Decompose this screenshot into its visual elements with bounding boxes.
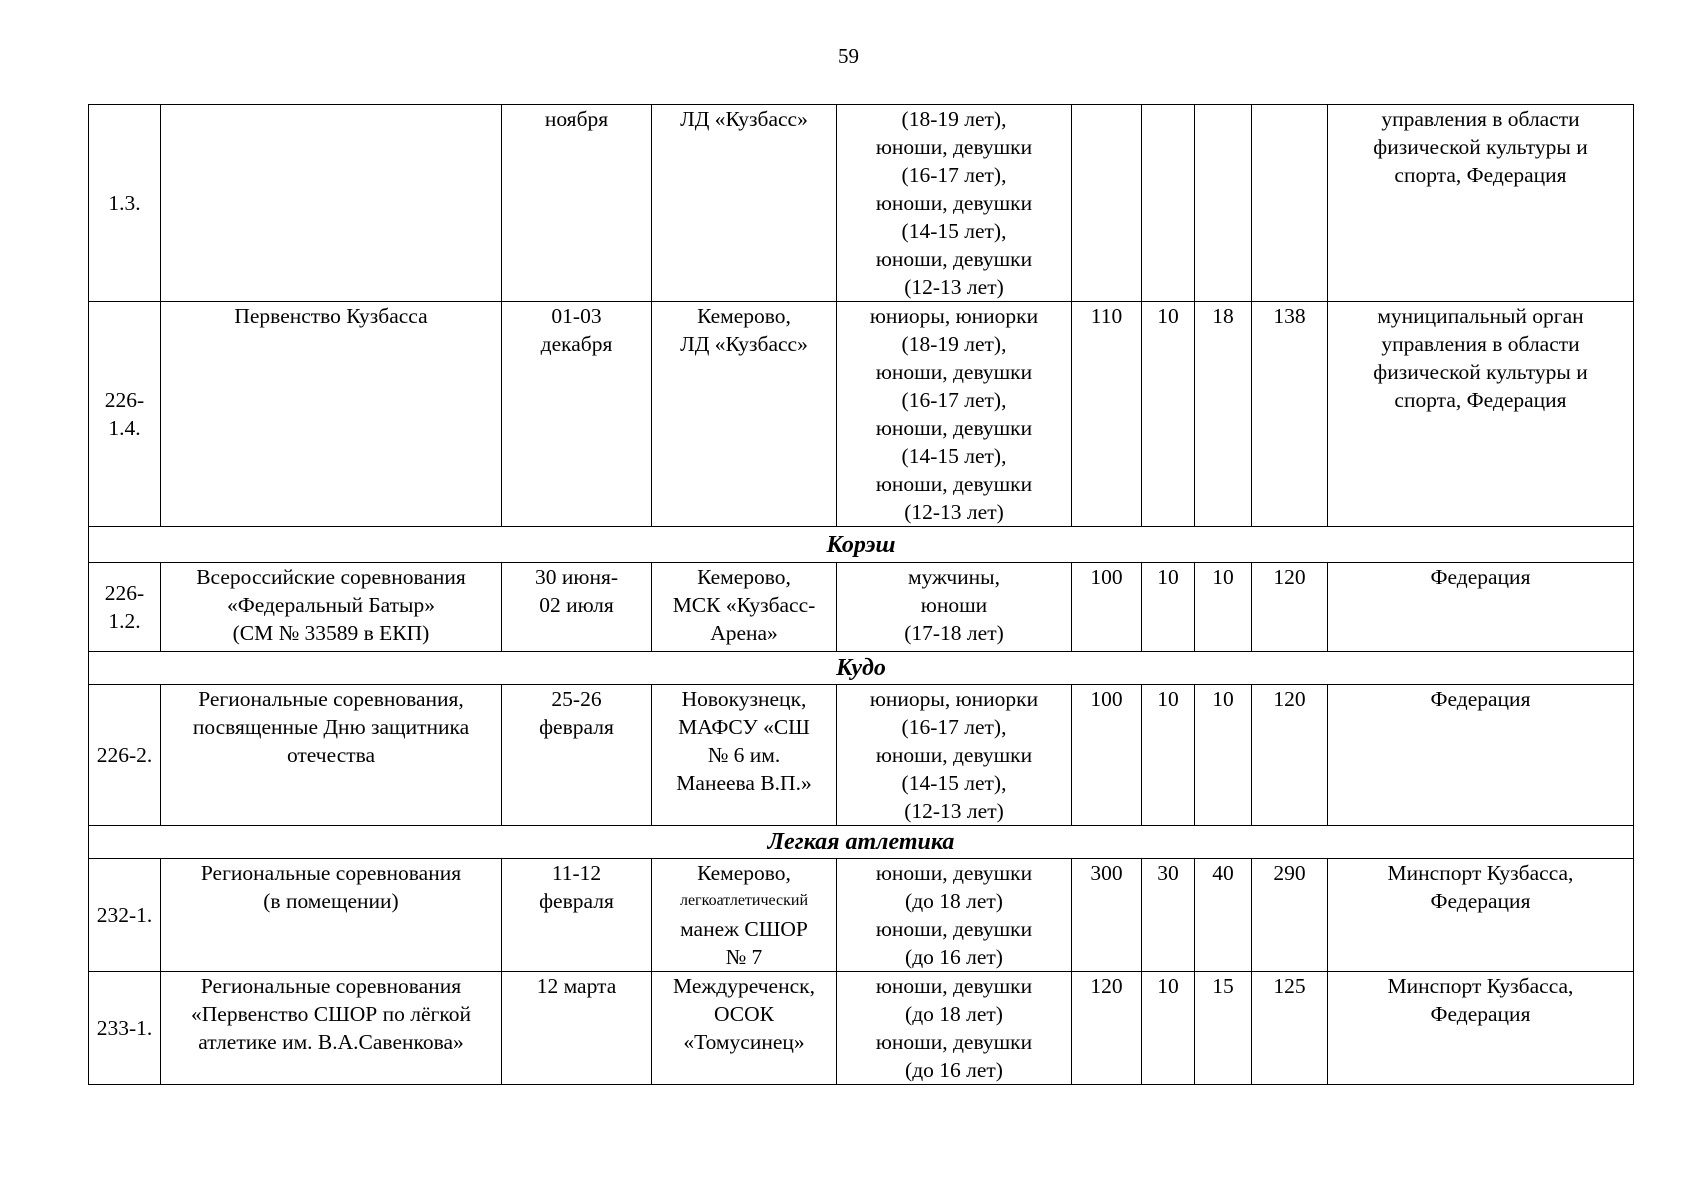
event-venue-line: Кемерово,	[697, 304, 791, 328]
event-participants-line: юноши, девушки	[875, 917, 1033, 941]
event-dates-line: 25-26	[551, 687, 602, 711]
table-row	[89, 685, 1634, 826]
event-organizer-line: спорта, Федерация	[1394, 163, 1567, 187]
count-col-4	[1252, 105, 1328, 302]
event-name-line: посвященные Дню защитника	[192, 715, 470, 739]
event-venue-line: «Томусинец»	[683, 1030, 805, 1054]
count-col-1: 300	[1072, 859, 1142, 972]
event-organizer	[1328, 105, 1634, 302]
event-organizer-line: физической культуры и	[1373, 360, 1588, 384]
event-participants	[837, 302, 1072, 527]
event-participants-line: юноши, девушки	[875, 1030, 1033, 1054]
event-organizer-line: Федерация	[1430, 1002, 1531, 1026]
event-organizer-line: Минспорт Кузбасса,	[1387, 974, 1574, 998]
event-venue-line: Междуреченск,	[673, 974, 815, 998]
event-participants-line: юноши, девушки	[875, 135, 1033, 159]
event-venue-line: Арена»	[710, 621, 778, 645]
event-participants-line: юноши, девушки	[875, 472, 1033, 496]
event-organizer-line: управления в области	[1381, 107, 1580, 131]
event-organizer	[1328, 972, 1634, 1085]
table-row	[89, 105, 1634, 302]
event-name	[161, 859, 502, 972]
event-name-line: отечества	[286, 743, 376, 767]
event-organizer-line: Федерация	[1430, 687, 1531, 711]
count-col-4: 138	[1252, 302, 1328, 527]
event-organizer	[1328, 685, 1634, 826]
event-name-line: «Первенство СШОР по лёгкой	[191, 1002, 471, 1026]
event-dates	[502, 302, 652, 527]
event-name	[161, 972, 502, 1085]
event-participants-line: юноши, девушки	[875, 861, 1033, 885]
event-participants-line: юноши, девушки	[875, 247, 1033, 271]
count-col-1: 100	[1072, 563, 1142, 652]
event-participants-line: (до 16 лет)	[905, 1058, 1003, 1082]
event-name-line: Первенство Кузбасса	[234, 304, 428, 328]
count-col-3: 18	[1195, 302, 1252, 527]
count-col-3: 10	[1195, 563, 1252, 652]
event-participants-line: юноши, девушки	[875, 191, 1033, 215]
event-venue-line: Манеева В.П.»	[676, 771, 812, 795]
event-participants-line: (до 18 лет)	[905, 889, 1003, 913]
event-venue-line: ЛД «Кузбасс»	[680, 107, 808, 131]
count-col-2: 10	[1142, 972, 1195, 1085]
event-participants-line: (16-17 лет),	[901, 163, 1007, 187]
event-dates	[502, 859, 652, 972]
event-name-line: «Федеральный Батыр»	[227, 593, 435, 617]
event-participants-line: юноши, девушки	[875, 360, 1033, 384]
event-participants	[837, 685, 1072, 826]
count-col-3: 40	[1195, 859, 1252, 972]
events-table-body	[89, 105, 1634, 1085]
event-organizer	[1328, 302, 1634, 527]
event-organizer-line: Минспорт Кузбасса,	[1387, 861, 1574, 885]
event-participants-line: юноши, девушки	[875, 974, 1033, 998]
section-header-row	[89, 826, 1634, 859]
event-participants	[837, 563, 1072, 652]
table-row	[89, 972, 1634, 1085]
count-col-3: 10	[1195, 685, 1252, 826]
event-organizer-line: управления в области	[1381, 332, 1580, 356]
event-dates-line: февраля	[539, 889, 614, 913]
event-venue	[652, 105, 837, 302]
event-organizer	[1328, 563, 1634, 652]
event-venue-line: МАФСУ «СШ	[678, 715, 810, 739]
event-participants-line: юниоры, юниорки	[869, 687, 1039, 711]
event-venue	[652, 563, 837, 652]
event-name-line: (в помещении)	[263, 889, 399, 913]
event-venue-line: легкоатлетический	[679, 892, 809, 909]
event-venue	[652, 859, 837, 972]
count-col-2: 10	[1142, 302, 1195, 527]
event-participants	[837, 972, 1072, 1085]
event-participants-line: (12-13 лет)	[904, 799, 1004, 823]
event-venue	[652, 972, 837, 1085]
event-dates-line: февраля	[539, 715, 614, 739]
event-name-line: Региональные соревнования,	[198, 687, 464, 711]
count-col-3: 15	[1195, 972, 1252, 1085]
event-name-line: Региональные соревнования	[200, 974, 462, 998]
event-venue-line: Кемерово,	[697, 861, 791, 885]
event-venue-line: Кемерово,	[697, 565, 791, 589]
event-venue-line: МСК «Кузбасс-	[672, 593, 816, 617]
section-title: Корэш	[89, 527, 1634, 563]
event-dates-line: 11-12	[551, 861, 602, 885]
event-venue-line: ОСОК	[714, 1002, 774, 1026]
count-col-1: 120	[1072, 972, 1142, 1085]
event-venue-line: Новокузнецк,	[681, 687, 807, 711]
event-number: 226- 1.4.	[89, 302, 161, 527]
event-organizer-line: Федерация	[1430, 565, 1531, 589]
event-name-line: (СМ № 33589 в ЕКП)	[232, 621, 430, 645]
event-participants-line: (16-17 лет),	[901, 388, 1007, 412]
event-participants-line: (18-19 лет),	[901, 332, 1007, 356]
event-dates-line: 02 июля	[539, 593, 614, 617]
count-col-2: 10	[1142, 685, 1195, 826]
event-number: 233-1.	[89, 972, 161, 1085]
table-row	[89, 563, 1634, 652]
count-col-2: 30	[1142, 859, 1195, 972]
event-name-line: атлетике им. В.А.Савенкова»	[198, 1030, 464, 1054]
event-participants-line: (12-13 лет)	[904, 500, 1004, 524]
event-number: 232-1.	[89, 859, 161, 972]
event-organizer-line: муниципальный орган	[1377, 304, 1584, 328]
count-col-2: 10	[1142, 563, 1195, 652]
count-col-1	[1072, 105, 1142, 302]
event-dates	[502, 972, 652, 1085]
event-name	[161, 563, 502, 652]
event-number: 1.3.	[89, 105, 161, 302]
event-participants-line: мужчины,	[907, 565, 1001, 589]
event-dates-line: 30 июня-	[535, 565, 618, 589]
event-dates	[502, 563, 652, 652]
event-participants-line: (14-15 лет),	[901, 444, 1007, 468]
event-participants-line: (16-17 лет),	[901, 715, 1007, 739]
event-participants-line: юниоры, юниорки	[869, 304, 1039, 328]
event-name	[161, 302, 502, 527]
event-participants-line: (18-19 лет),	[901, 107, 1007, 131]
event-organizer	[1328, 859, 1634, 972]
event-name-line: Региональные соревнования	[200, 861, 462, 885]
event-venue	[652, 302, 837, 527]
page-number: 59	[838, 44, 859, 68]
count-col-1: 100	[1072, 685, 1142, 826]
event-name-line: Всероссийские соревнования	[196, 565, 466, 589]
event-organizer-line: физической культуры и	[1373, 135, 1588, 159]
event-participants-line: (12-13 лет)	[904, 275, 1004, 299]
event-venue-line: манеж СШОР	[680, 917, 808, 941]
section-header-row	[89, 652, 1634, 685]
count-col-4: 120	[1252, 685, 1328, 826]
count-col-2	[1142, 105, 1195, 302]
event-dates-line: 01-03	[551, 304, 602, 328]
event-venue-line: № 6 им.	[707, 743, 781, 767]
count-col-4: 290	[1252, 859, 1328, 972]
count-col-4: 125	[1252, 972, 1328, 1085]
section-title: Легкая атлетика	[89, 826, 1634, 859]
event-name	[161, 685, 502, 826]
event-participants-line: юноши, девушки	[875, 416, 1033, 440]
event-venue-line: № 7	[725, 945, 763, 969]
event-participants-line: юноши, девушки	[875, 743, 1033, 767]
event-dates	[502, 685, 652, 826]
table-row	[89, 302, 1634, 527]
event-organizer-line: спорта, Федерация	[1394, 388, 1567, 412]
event-dates	[502, 105, 652, 302]
event-participants-line: (до 16 лет)	[905, 945, 1003, 969]
events-table	[88, 104, 1634, 1085]
event-participants	[837, 859, 1072, 972]
event-dates-line: декабря	[540, 332, 613, 356]
event-name	[161, 105, 502, 302]
event-venue-line: ЛД «Кузбасс»	[680, 332, 808, 356]
event-participants-line: (14-15 лет),	[901, 219, 1007, 243]
count-col-1: 110	[1072, 302, 1142, 527]
event-number: 226- 1.2.	[89, 563, 161, 652]
event-participants	[837, 105, 1072, 302]
count-col-4: 120	[1252, 563, 1328, 652]
event-participants-line: юноши	[920, 593, 988, 617]
table-row	[89, 859, 1634, 972]
event-number: 226-2.	[89, 685, 161, 826]
event-venue	[652, 685, 837, 826]
section-title: Кудо	[89, 652, 1634, 685]
count-col-3	[1195, 105, 1252, 302]
event-participants-line: (до 18 лет)	[905, 1002, 1003, 1026]
event-participants-line: (14-15 лет),	[901, 771, 1007, 795]
event-participants-line: (17-18 лет)	[904, 621, 1004, 645]
section-header-row	[89, 527, 1634, 563]
event-organizer-line: Федерация	[1430, 889, 1531, 913]
event-dates-line: 12 марта	[536, 974, 617, 998]
event-dates-line: ноября	[544, 107, 609, 131]
